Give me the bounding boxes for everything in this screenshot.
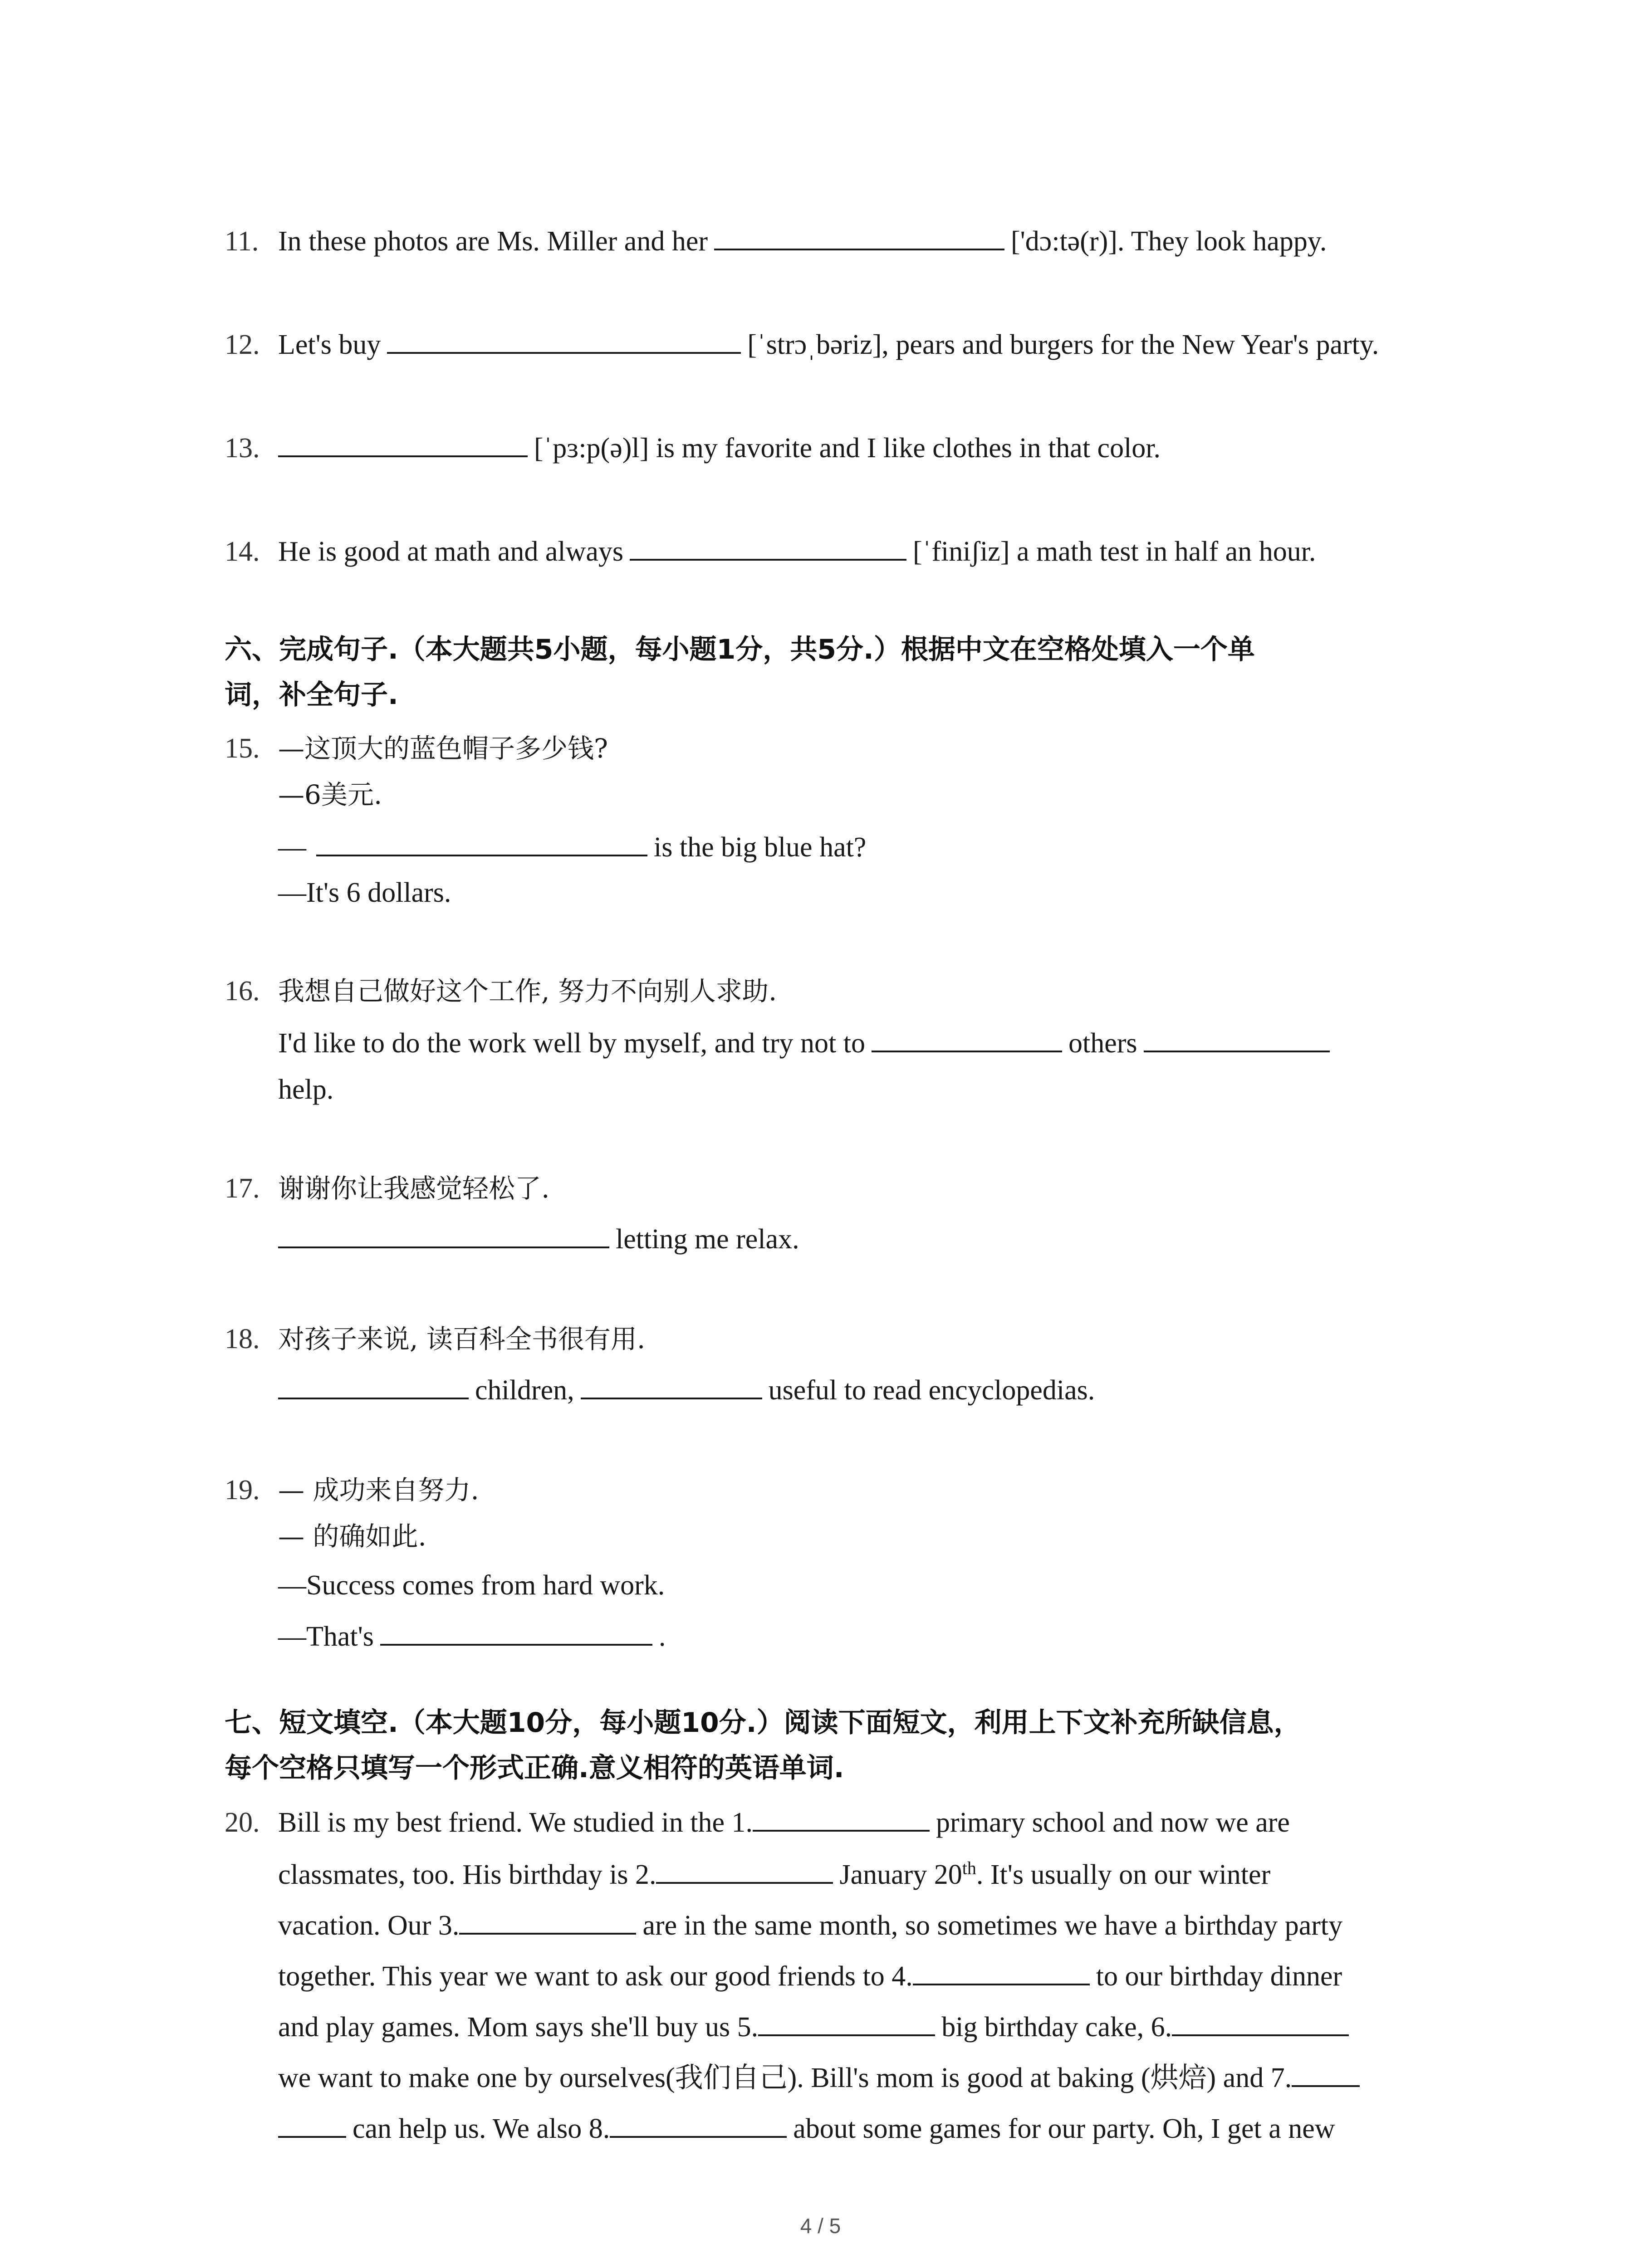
answer-blank[interactable]: [610, 2114, 787, 2138]
question-18-chinese: 18. 对孩子来说, 读百科全书很有用.: [225, 1321, 645, 1357]
section-7-heading: 七、短文填空.（本大题10分，每小题10分.）阅读下面短文，利用上下文补充所缺信息，: [225, 1707, 1301, 1739]
answer-blank[interactable]: [913, 1962, 1090, 1985]
page-number: 4 / 5: [800, 2214, 841, 2238]
question-20-line-2: classmates, too. His birthday is 2. January 20th. It's usually on our winter: [278, 1857, 1271, 1890]
question-12: 12. Let's buy [ˈstrɔˌbəriz], pears and burgers for the New Year's party.: [225, 327, 1379, 363]
question-16-english-cont: help.: [278, 1074, 334, 1105]
question-19-english: —Success comes from hard work.: [278, 1570, 665, 1601]
question-13: 13. [ˈpɜ:p(ə)l] is my favorite and I like clothes in that color.: [225, 430, 1161, 466]
question-11: 11. In these photos are Ms. Miller and her ['dɔ:tə(r)]. They look happy.: [225, 223, 1327, 259]
question-15-chinese-answer: —6美元.: [278, 779, 382, 810]
answer-blank-cont[interactable]: [278, 2114, 346, 2138]
question-15-english: — is the big blue hat?: [278, 832, 867, 863]
answer-blank[interactable]: [656, 1860, 833, 1884]
question-15-chinese: 15. —这顶大的蓝色帽子多少钱?: [225, 730, 608, 767]
question-number: 12.: [225, 329, 260, 360]
answer-blank[interactable]: [753, 1808, 930, 1832]
answer-blank[interactable]: [278, 1376, 469, 1399]
section-6-heading-cont: 词，补全句子.: [225, 679, 398, 711]
question-17-chinese: 17. 谢谢你让我感觉轻松了.: [225, 1170, 549, 1207]
question-20-line-1: 20. Bill is my best friend. We studied in the 1. primary school and now we are: [225, 1804, 1290, 1841]
question-20-line-3: vacation. Our 3. are in the same month, so sometimes we have a birthday party: [278, 1910, 1343, 1941]
answer-blank[interactable]: [459, 1911, 636, 1935]
answer-blank[interactable]: [278, 434, 528, 457]
answer-blank[interactable]: [630, 537, 906, 561]
answer-blank[interactable]: [278, 1225, 609, 1248]
question-number: 16.: [225, 976, 260, 1007]
question-16-chinese: 16. 我想自己做好这个工作, 努力不向别人求助.: [225, 973, 777, 1009]
question-20-line-7: can help us. We also 8. about some games for our party. Oh, I get a new: [278, 2111, 1335, 2147]
question-20-line-6: we want to make one by ourselves(我们自己). Bill's mom is good at baking (烘焙) and 7.: [278, 2060, 1366, 2096]
question-16-english: I'd like to do the work well by myself, and try not to others: [278, 1025, 1336, 1061]
answer-blank[interactable]: [758, 2013, 935, 2036]
question-18-english: children, useful to read encyclopedias.: [278, 1372, 1095, 1408]
question-number: 11.: [225, 226, 259, 257]
answer-blank[interactable]: [387, 330, 741, 354]
question-19-chinese: 19. — 成功来自努力.: [225, 1472, 479, 1508]
answer-blank[interactable]: [1292, 2063, 1360, 2087]
question-19-chinese-reply: — 的确如此.: [278, 1521, 426, 1552]
question-14: 14. He is good at math and always [ˈfiniʃiz] a math test in half an hour.: [225, 533, 1316, 570]
answer-blank[interactable]: [380, 1622, 652, 1646]
question-19-english-reply: —That's .: [278, 1621, 666, 1652]
section-6-heading: 六、完成句子.（本大题共5小题，每小题1分，共5分.）根据中文在空格处填入一个单: [225, 634, 1255, 665]
question-number: 19.: [225, 1475, 260, 1505]
question-number: 17.: [225, 1173, 260, 1204]
answer-blank[interactable]: [1172, 2013, 1349, 2036]
answer-blank[interactable]: [872, 1029, 1062, 1052]
question-17-english: letting me relax.: [278, 1221, 799, 1257]
answer-blank[interactable]: [316, 833, 647, 856]
question-number: 20.: [225, 1807, 260, 1838]
section-7-heading-cont: 每个空格只填写一个形式正确.意义相符的英语单词.: [225, 1752, 844, 1784]
question-15-english-answer: —It's 6 dollars.: [278, 877, 451, 908]
question-number: 18.: [225, 1324, 260, 1354]
question-number: 13.: [225, 433, 260, 464]
answer-blank[interactable]: [714, 227, 1004, 250]
answer-blank[interactable]: [1144, 1029, 1330, 1052]
question-number: 15.: [225, 733, 260, 764]
question-20-line-5: and play games. Mom says she'll buy us 5. big birthday cake, 6.: [278, 2009, 1355, 2045]
question-number: 14.: [225, 536, 260, 567]
question-20-line-4: together. This year we want to ask our good friends to 4. to our birthday dinner: [278, 1961, 1342, 1992]
answer-blank[interactable]: [581, 1376, 762, 1399]
